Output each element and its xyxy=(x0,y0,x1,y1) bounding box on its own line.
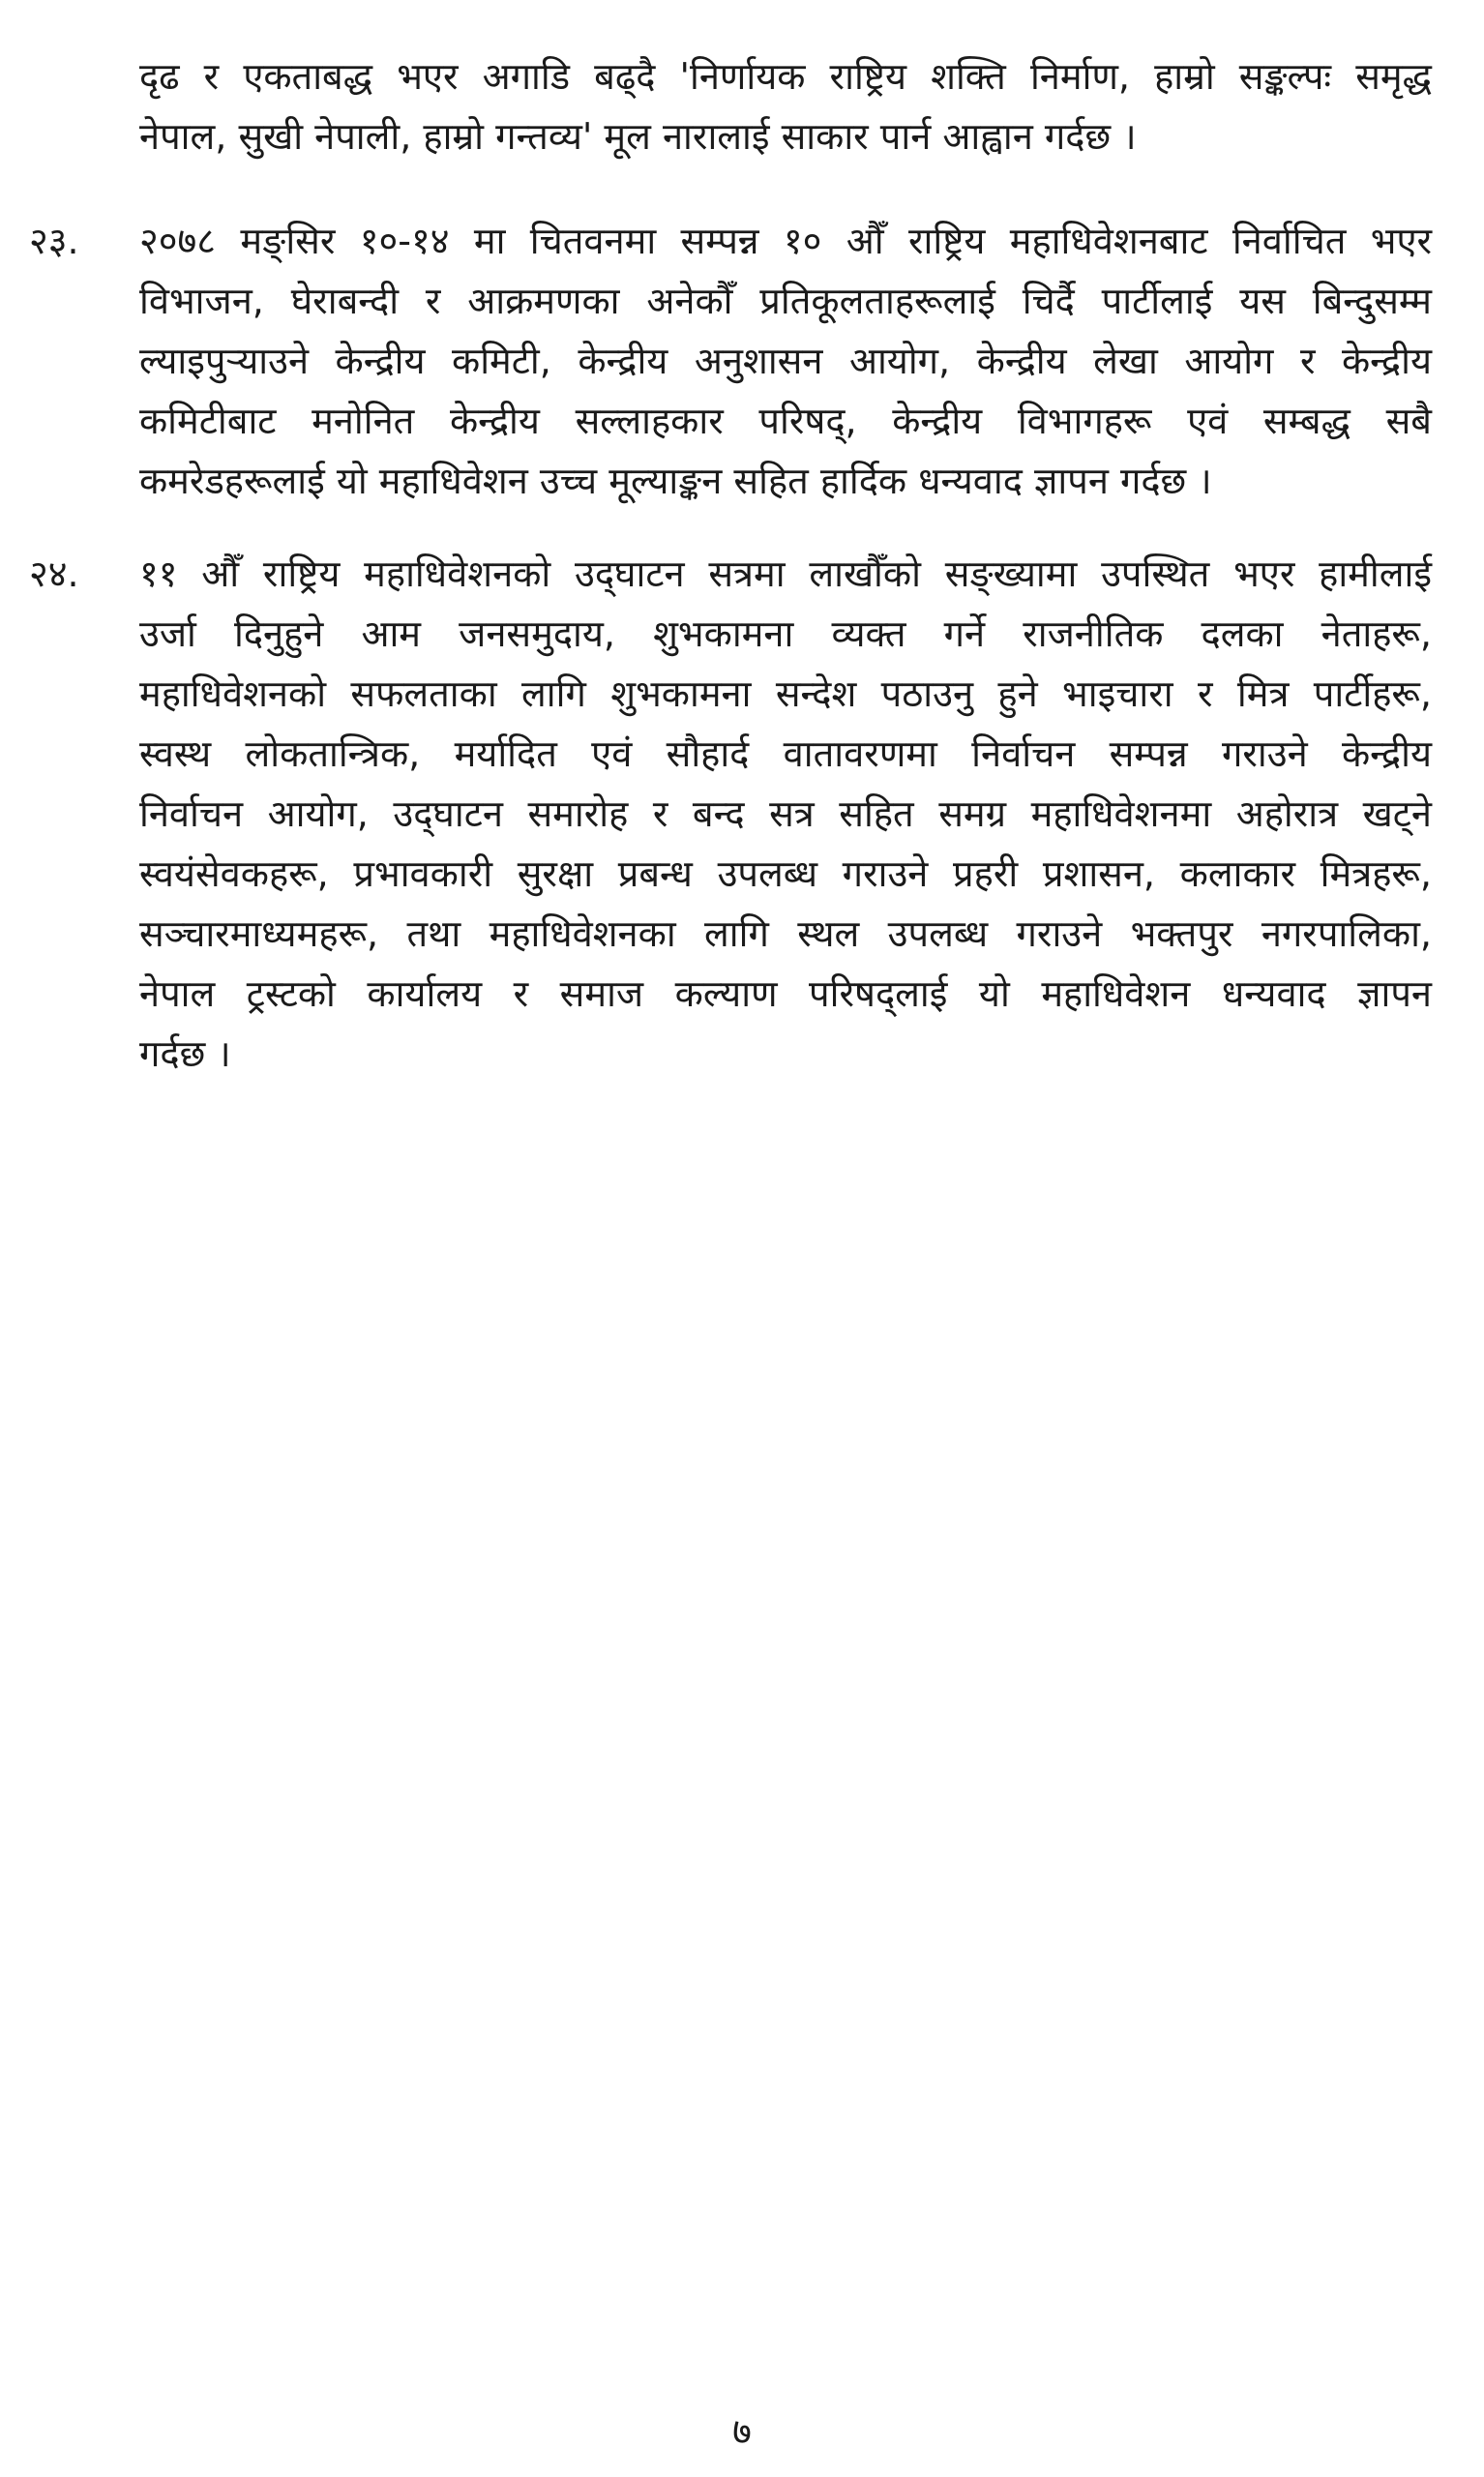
text-line: विभाजन, घेराबन्दी र आक्रमणका अनेकौँ प्रतिकूलताहरूलाई चिर्दै पार्टीलाई यस बिन्दुसम्म xyxy=(139,280,1432,322)
text-line: सञ्चारमाध्यमहरू, तथा महाधिवेशनका लागि स्थल उपलब्ध गराउने भक्तपुर नगरपालिका, xyxy=(139,912,1432,955)
text-line: २०७८ मङ्सिर १०-१४ मा चितवनमा सम्पन्न १० औँ राष्ट्रिय महाधिवेशनबाट निर्वाचित भएर xyxy=(139,220,1432,262)
paragraph-number: २३. xyxy=(29,220,79,262)
text-line: कमिटीबाट मनोनित केन्द्रीय सल्लाहकार परिषद्, केन्द्रीय विभागहरू एवं सम्बद्ध सबै xyxy=(139,400,1432,442)
paragraph-body xyxy=(139,544,1432,1084)
paragraph-number: २४. xyxy=(29,552,79,595)
text-line: महाधिवेशनको सफलताका लागि शुभकामना सन्देश पठाउनु हुने भाइचारा र मित्र पार्टीहरू, xyxy=(139,672,1432,715)
paragraph-body xyxy=(139,46,1432,166)
text-line: स्वस्थ लोकतान्त्रिक, मर्यादित एवं सौहार्द वातावरणमा निर्वाचन सम्पन्न गराउने केन्द्रीय xyxy=(139,732,1432,775)
text-line: स्वयंसेवकहरू, प्रभावकारी सुरक्षा प्रबन्ध उपलब्ध गराउने प्रहरी प्रशासन, कलाकार मित्रहरू, xyxy=(139,852,1432,895)
text-line: उर्जा दिनुहुने आम जनसमुदाय, शुभकामना व्यक्त गर्ने राजनीतिक दलका नेताहरू, xyxy=(139,612,1432,655)
text-line: कमरेडहरूलाई यो महाधिवेशन उच्च मूल्याङ्कन सहित हार्दिक धन्यवाद ज्ञापन गर्दछ । xyxy=(139,460,1212,502)
text-line: दृढ र एकताबद्ध भएर अगाडि बढ्दै 'निर्णायक राष्ट्रिय शक्ति निर्माण, हाम्रो सङ्कल्पः समृद्ध xyxy=(139,55,1432,98)
text-line: नेपाल, सुखी नेपाली, हाम्रो गन्तव्य' मूल नारालाई साकार पार्न आह्वान गर्दछ । xyxy=(139,115,1137,158)
text-line: ११ औँ राष्ट्रिय महाधिवेशनको उद्‌घाटन सत्रमा लाखौँको सङ्ख्यामा उपस्थित भएर हामीलाई xyxy=(139,552,1432,595)
text-line: नेपाल ट्रस्टको कार्यालय र समाज कल्याण परिषद्‌लाई यो महाधिवेशन धन्यवाद ज्ञापन xyxy=(139,972,1432,1015)
text-line: निर्वाचन आयोग, उद्‌घाटन समारोह र बन्द सत्र सहित समग्र महाधिवेशनमा अहोरात्र खट्ने xyxy=(139,792,1432,835)
paragraph-body xyxy=(139,211,1432,511)
page-number: ७ xyxy=(732,2410,752,2453)
text-line: ल्याइपुऱ्याउने केन्द्रीय कमिटी, केन्द्रीय अनुशासन आयोग, केन्द्रीय लेखा आयोग र केन्द्रीय xyxy=(139,340,1432,382)
text-line: गर्दछ । xyxy=(139,1032,231,1075)
